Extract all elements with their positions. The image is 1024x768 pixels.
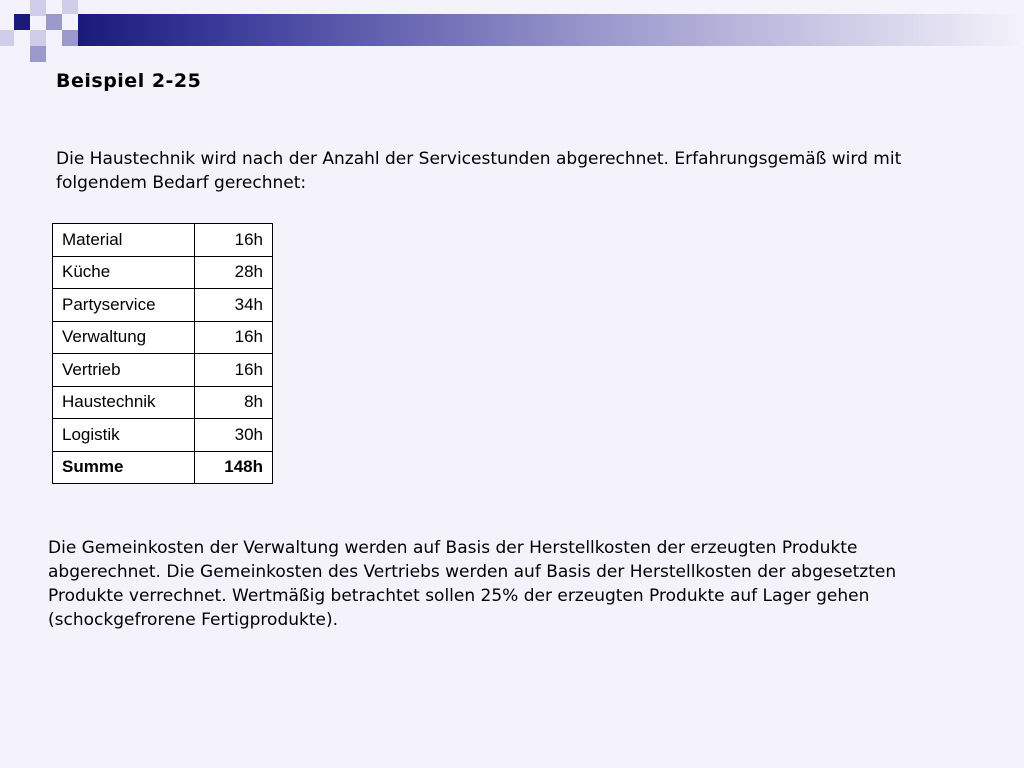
row-value: 28h (195, 256, 273, 289)
total-value: 148h (195, 451, 273, 484)
table-row (53, 289, 273, 322)
row-label: Verwaltung (53, 321, 195, 354)
row-value: 16h (195, 321, 273, 354)
intro-text: Die Haustechnik wird nach der Anzahl der Servicestunden abgerechnet. Erfahrungsgemäß wird mit folgendem Bedarf gerechnet: (56, 149, 902, 193)
row-label: Partyservice (53, 289, 195, 322)
total-label: Summe (53, 451, 195, 484)
deco-square-light (46, 14, 62, 30)
total-row (53, 451, 273, 484)
table-row (53, 354, 273, 387)
row-value: 16h (195, 224, 273, 257)
deco-square-dark (14, 14, 30, 30)
header-gradient-bar (78, 14, 1024, 46)
slide-title: Beispiel 2-25 (56, 70, 202, 92)
deco-square-pale (30, 0, 46, 16)
outro-text: Die Gemeinkosten der Verwaltung werden auf Basis der Herstellkosten der erzeugten Produkte abgerechnet. Die Gemeinkosten des Vertriebs werden auf Basis der Herstellkosten der abgesetzten Produkte verrechnet. Wertmäßig betrachtet sollen 25% der erzeugten Produkte auf Lager gehen (schockgefrorene Fertigprodukte). (48, 538, 897, 630)
row-value: 30h (195, 419, 273, 452)
row-label: Vertrieb (53, 354, 195, 387)
deco-square-light (30, 46, 46, 62)
table-row (53, 419, 273, 452)
row-value: 8h (195, 386, 273, 419)
row-label: Haustechnik (53, 386, 195, 419)
row-value: 16h (195, 354, 273, 387)
row-label: Küche (53, 256, 195, 289)
table-row (53, 224, 273, 257)
row-label: Logistik (53, 419, 195, 452)
deco-square-pale (30, 30, 46, 46)
deco-square-pale (62, 0, 78, 14)
table-row (53, 256, 273, 289)
table-row (53, 386, 273, 419)
row-label: Material (53, 224, 195, 257)
table-row (53, 321, 273, 354)
deco-square-light (62, 30, 78, 46)
row-value: 34h (195, 289, 273, 322)
hours-table (52, 223, 273, 484)
deco-square-pale (0, 30, 14, 46)
